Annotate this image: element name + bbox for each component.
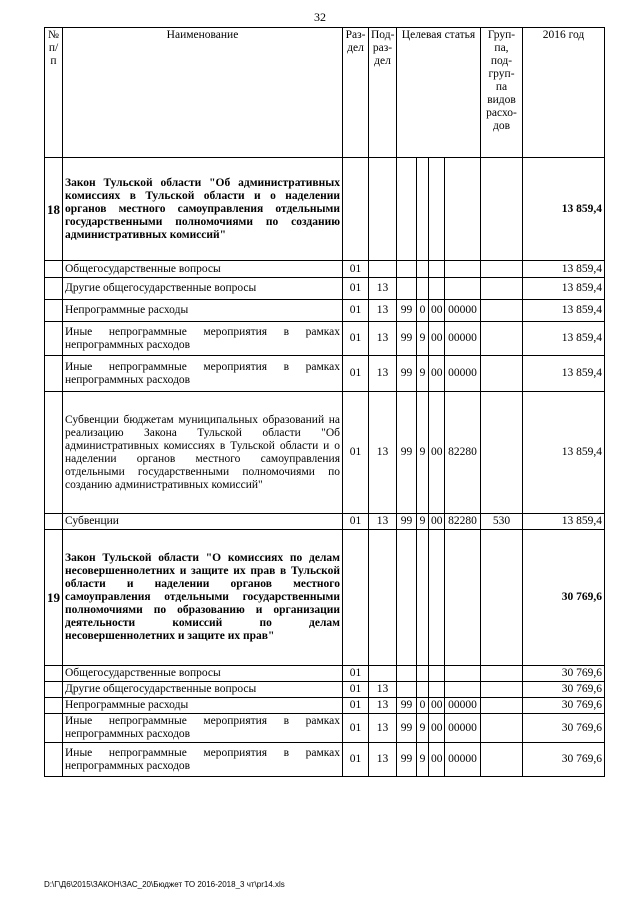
row-target-direction: 00000 — [445, 714, 481, 743]
row-amount: 13 859,4 — [523, 261, 605, 278]
row-expense-group — [481, 714, 523, 743]
row-name: Непрограммные расходы — [63, 698, 343, 714]
table-row — [45, 514, 605, 530]
row-number — [45, 682, 63, 698]
row-expense-group — [481, 530, 523, 666]
row-target-sub — [417, 278, 429, 300]
row-target-program: 99 — [397, 322, 417, 356]
row-razdel: 01 — [343, 743, 369, 777]
table-row — [45, 392, 605, 514]
row-target-sub: 0 — [417, 300, 429, 322]
row-target-sub — [417, 261, 429, 278]
row-target-main — [429, 158, 445, 261]
row-amount: 13 859,4 — [523, 356, 605, 392]
row-podrazdel — [369, 261, 397, 278]
row-target-direction: 82280 — [445, 392, 481, 514]
row-expense-group — [481, 743, 523, 777]
row-target-program: 99 — [397, 356, 417, 392]
row-number — [45, 714, 63, 743]
row-target-direction: 00000 — [445, 322, 481, 356]
row-number — [45, 300, 63, 322]
row-target-sub — [417, 682, 429, 698]
row-target-direction — [445, 278, 481, 300]
row-podrazdel — [369, 158, 397, 261]
row-name: Закон Тульской области "О комиссиях по делам несовершеннолетних и защите их прав в Тульской области и наделении органов местного самоуправления отдельными государственными полномочиями по образованию и организации деятельности комиссий по делам несовершеннолетних и защите их прав" — [63, 530, 343, 666]
row-number — [45, 392, 63, 514]
row-target-direction: 82280 — [445, 514, 481, 530]
row-podrazdel: 13 — [369, 278, 397, 300]
row-name: Иные непрограммные мероприятия в рамках непрограммных расходов — [63, 322, 343, 356]
row-podrazdel: 13 — [369, 682, 397, 698]
row-target-direction — [445, 261, 481, 278]
row-target-main: 00 — [429, 714, 445, 743]
row-number — [45, 261, 63, 278]
row-razdel — [343, 158, 369, 261]
row-razdel: 01 — [343, 278, 369, 300]
row-target-main: 00 — [429, 392, 445, 514]
header-year: 2016 год — [523, 28, 605, 158]
row-razdel: 01 — [343, 392, 369, 514]
row-target-sub — [417, 530, 429, 666]
row-amount: 13 859,4 — [523, 278, 605, 300]
row-podrazdel: 13 — [369, 392, 397, 514]
row-podrazdel: 13 — [369, 514, 397, 530]
row-razdel: 01 — [343, 322, 369, 356]
row-razdel: 01 — [343, 698, 369, 714]
row-target-main: 00 — [429, 356, 445, 392]
row-expense-group — [481, 261, 523, 278]
row-amount: 30 769,6 — [523, 743, 605, 777]
row-target-sub: 9 — [417, 514, 429, 530]
row-podrazdel: 13 — [369, 356, 397, 392]
row-name: Иные непрограммные мероприятия в рамках непрограммных расходов — [63, 743, 343, 777]
row-amount: 30 769,6 — [523, 530, 605, 666]
row-amount: 30 769,6 — [523, 666, 605, 682]
row-name: Иные непрограммные мероприятия в рамках непрограммных расходов — [63, 356, 343, 392]
table-row — [45, 698, 605, 714]
row-expense-group — [481, 392, 523, 514]
row-target-main: 00 — [429, 698, 445, 714]
table-row — [45, 743, 605, 777]
row-target-direction — [445, 666, 481, 682]
row-name: Непрограммные расходы — [63, 300, 343, 322]
row-podrazdel: 13 — [369, 322, 397, 356]
row-expense-group — [481, 300, 523, 322]
row-podrazdel — [369, 530, 397, 666]
header-group: Груп-па, под-груп-па видов расхо-дов — [481, 28, 523, 158]
row-razdel: 01 — [343, 514, 369, 530]
header-podrazdel: Под-раз-дел — [369, 28, 397, 158]
row-target-direction: 00000 — [445, 300, 481, 322]
table-row — [45, 278, 605, 300]
header-razdel: Раз-дел — [343, 28, 369, 158]
row-target-main — [429, 682, 445, 698]
row-target-program: 99 — [397, 300, 417, 322]
row-amount: 30 769,6 — [523, 682, 605, 698]
row-expense-group — [481, 356, 523, 392]
row-number — [45, 278, 63, 300]
row-target-main — [429, 261, 445, 278]
row-target-program: 99 — [397, 392, 417, 514]
row-target-direction — [445, 682, 481, 698]
table-header-row — [45, 28, 605, 158]
row-target-program — [397, 682, 417, 698]
table-row — [45, 300, 605, 322]
header-num: № п/ п — [45, 28, 63, 158]
row-target-program — [397, 158, 417, 261]
row-target-direction — [445, 158, 481, 261]
row-target-sub: 9 — [417, 392, 429, 514]
row-number — [45, 698, 63, 714]
row-target-main — [429, 278, 445, 300]
row-name: Субвенции — [63, 514, 343, 530]
row-number — [45, 743, 63, 777]
row-target-main: 00 — [429, 300, 445, 322]
row-name: Общегосударственные вопросы — [63, 666, 343, 682]
row-target-program: 99 — [397, 514, 417, 530]
row-razdel: 01 — [343, 666, 369, 682]
row-name: Закон Тульской области "Об административных комиссиях в Тульской области и о наделении органов местного самоуправления отдельными государственными полномочиями по созданию административных комиссий" — [63, 158, 343, 261]
row-target-direction: 00000 — [445, 743, 481, 777]
row-number — [45, 666, 63, 682]
row-expense-group: 530 — [481, 514, 523, 530]
row-target-program — [397, 666, 417, 682]
row-target-program: 99 — [397, 714, 417, 743]
row-target-sub: 9 — [417, 356, 429, 392]
row-amount: 13 859,4 — [523, 158, 605, 261]
row-number — [45, 356, 63, 392]
row-podrazdel: 13 — [369, 698, 397, 714]
row-razdel: 01 — [343, 682, 369, 698]
row-razdel — [343, 530, 369, 666]
header-name: Наименование — [63, 28, 343, 158]
row-number: 18 — [45, 158, 63, 261]
row-target-main: 00 — [429, 322, 445, 356]
row-target-sub — [417, 158, 429, 261]
row-target-direction: 00000 — [445, 698, 481, 714]
row-target-sub: 9 — [417, 743, 429, 777]
row-razdel: 01 — [343, 261, 369, 278]
row-amount: 30 769,6 — [523, 698, 605, 714]
row-target-main — [429, 530, 445, 666]
row-target-program: 99 — [397, 698, 417, 714]
row-name: Общегосударственные вопросы — [63, 261, 343, 278]
budget-table — [44, 27, 605, 777]
row-target-sub — [417, 666, 429, 682]
table-row — [45, 530, 605, 666]
row-podrazdel — [369, 666, 397, 682]
row-podrazdel: 13 — [369, 743, 397, 777]
row-expense-group — [481, 682, 523, 698]
table-row — [45, 322, 605, 356]
row-target-main: 00 — [429, 514, 445, 530]
page-number: 32 — [314, 10, 326, 24]
row-target-direction — [445, 530, 481, 666]
row-target-program — [397, 261, 417, 278]
row-number: 19 — [45, 530, 63, 666]
row-target-program: 99 — [397, 743, 417, 777]
row-expense-group — [481, 666, 523, 682]
row-amount: 13 859,4 — [523, 322, 605, 356]
row-razdel: 01 — [343, 714, 369, 743]
file-path-footer: D:\Г\Д6\2015\ЗАКОН\ЗАС_20\Бюджет ТО 2016-2018_3 чт\pr14.xls — [44, 880, 285, 889]
row-target-program — [397, 530, 417, 666]
table-row — [45, 356, 605, 392]
row-podrazdel: 13 — [369, 300, 397, 322]
row-target-sub: 0 — [417, 698, 429, 714]
row-razdel: 01 — [343, 300, 369, 322]
row-target-sub: 9 — [417, 714, 429, 743]
row-amount: 13 859,4 — [523, 514, 605, 530]
row-expense-group — [481, 158, 523, 261]
row-name: Другие общегосударственные вопросы — [63, 682, 343, 698]
table-row — [45, 714, 605, 743]
row-name: Другие общегосударственные вопросы — [63, 278, 343, 300]
row-number — [45, 514, 63, 530]
row-name: Субвенции бюджетам муниципальных образований на реализацию Закона Тульской области "Об административных комиссиях в Тульской области и о наделении органов местного самоуправления отдельными государственными полномочиями по созданию административных комиссий" — [63, 392, 343, 514]
header-target: Целевая статья — [397, 28, 481, 158]
row-podrazdel: 13 — [369, 714, 397, 743]
row-target-direction: 00000 — [445, 356, 481, 392]
row-target-main: 00 — [429, 743, 445, 777]
row-expense-group — [481, 322, 523, 356]
table-row — [45, 682, 605, 698]
row-amount: 30 769,6 — [523, 714, 605, 743]
row-target-sub: 9 — [417, 322, 429, 356]
table-row — [45, 158, 605, 261]
row-number — [45, 322, 63, 356]
row-expense-group — [481, 698, 523, 714]
row-name: Иные непрограммные мероприятия в рамках непрограммных расходов — [63, 714, 343, 743]
row-razdel: 01 — [343, 356, 369, 392]
row-target-program — [397, 278, 417, 300]
row-target-main — [429, 666, 445, 682]
table-row — [45, 666, 605, 682]
row-expense-group — [481, 278, 523, 300]
row-amount: 13 859,4 — [523, 392, 605, 514]
table-row — [45, 261, 605, 278]
row-amount: 13 859,4 — [523, 300, 605, 322]
